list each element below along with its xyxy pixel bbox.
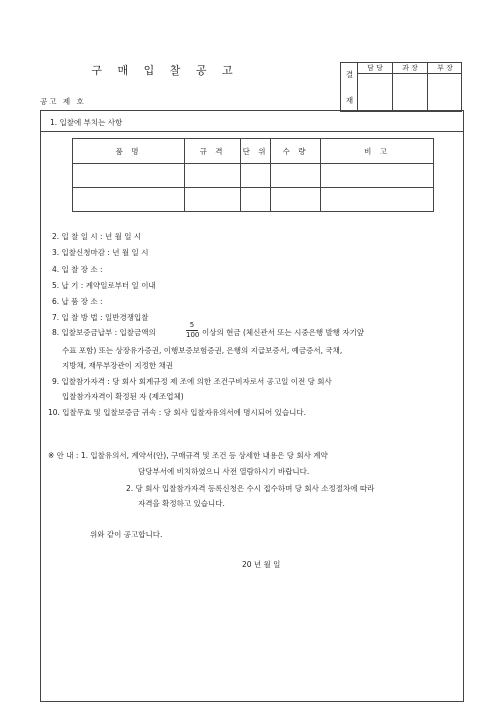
closing-statement: 위와 같이 공고합니다.	[90, 530, 163, 539]
approval-side-bottom: 재	[345, 96, 354, 105]
table-cell	[321, 164, 434, 188]
deposit-fraction	[186, 321, 198, 340]
table-cell	[73, 164, 185, 188]
th-spec: 규 격	[185, 139, 241, 164]
table-cell	[185, 164, 241, 188]
table-cell	[185, 188, 241, 212]
table-cell	[321, 188, 434, 212]
item-bid-date: 2. 입 찰 일 시 : 년 월 일 시	[52, 232, 142, 241]
table-cell	[73, 188, 185, 212]
approval-sign-director	[428, 74, 462, 112]
approval-box	[340, 62, 462, 112]
section1-label: 1. 입찰에 부치는 사항	[50, 118, 123, 127]
approval-side-top: 결	[345, 70, 354, 79]
items-table	[72, 138, 434, 212]
table-cell	[271, 164, 321, 188]
item-bid-method: 7. 입 찰 방 법 : 일반경쟁입찰	[52, 313, 149, 322]
item-deposit-text: 이상의 현금 (체신관서 또는 시중은행 발행 자기앞	[202, 328, 365, 337]
notice-number: 공고 제 호	[40, 97, 86, 106]
item-deposit-text-2: 수표 포함) 또는 상장유가증권, 이행보증보험증권, 은행의 지급보증서, 예금증서, 국채,	[62, 346, 343, 355]
item-application-deadline: 3. 입찰신청마감 : 년 월 일 시	[52, 248, 149, 257]
approval-side	[341, 63, 358, 111]
table-row	[73, 164, 434, 188]
note-1: ※ 안 내 : 1. 입찰유의서, 계약서(안), 구매규격 및 조건 등 상세한 내용은 당 회사 계약	[48, 451, 328, 460]
item-bid-location: 4. 입 찰 장 소 :	[52, 265, 103, 274]
approval-col-manager: 과 장	[393, 63, 428, 74]
item-qualification: 9. 입찰참가자격 : 당 회사 회계규정 제 조에 의한 조건구비자로서 공고일 이전 당 회사	[52, 377, 332, 386]
note-2-cont: 자격을 확정하고 있습니다.	[138, 499, 225, 508]
th-unit: 단 위	[241, 139, 271, 164]
page-title: 구 매 입 찰 공 고	[91, 64, 239, 77]
th-item-name: 품 명	[73, 139, 185, 164]
note-2: 2. 당 회사 입찰참가자격 등록신청은 수시 접수하며 당 회사 소정절차에 따라	[126, 484, 375, 493]
table-cell	[271, 188, 321, 212]
table-cell	[241, 188, 271, 212]
note-1-cont: 담당부서에 비치하였으니 사전 열람하시기 바랍니다.	[138, 467, 310, 476]
item-qualification-2: 입찰참가자격이 확정된 자 (제조업체)	[62, 392, 184, 401]
item-delivery-term: 5. 납 기 : 계약일로부터 일 이내	[52, 281, 156, 290]
item-invalidation: 10. 입찰무효 및 입찰보증금 귀속 : 당 회사 입찰자유의서에 명시되어 있습니다.	[48, 408, 307, 417]
item-deposit-label: 8. 입찰보증금납부 : 입찰금액의	[52, 328, 156, 337]
item-delivery-location: 6. 납 품 장 소 :	[52, 297, 103, 306]
items-table-header	[73, 139, 434, 164]
item-deposit-text-3: 지방채, 재무부장관이 지정한 채권	[62, 361, 173, 370]
approval-col-staff: 담 당	[358, 63, 393, 74]
table-row	[73, 188, 434, 212]
section-header	[40, 110, 464, 132]
fraction-denominator: 100	[186, 331, 200, 339]
th-remarks: 비 고	[321, 139, 434, 164]
closing-date: 20 년 월 일	[242, 560, 281, 569]
th-quantity: 수 량	[271, 139, 321, 164]
approval-sign-staff	[358, 74, 393, 112]
table-cell	[241, 164, 271, 188]
approval-col-director: 부 장	[428, 63, 462, 74]
approval-sign-manager	[393, 74, 428, 112]
fraction-numerator: 5	[186, 321, 198, 331]
